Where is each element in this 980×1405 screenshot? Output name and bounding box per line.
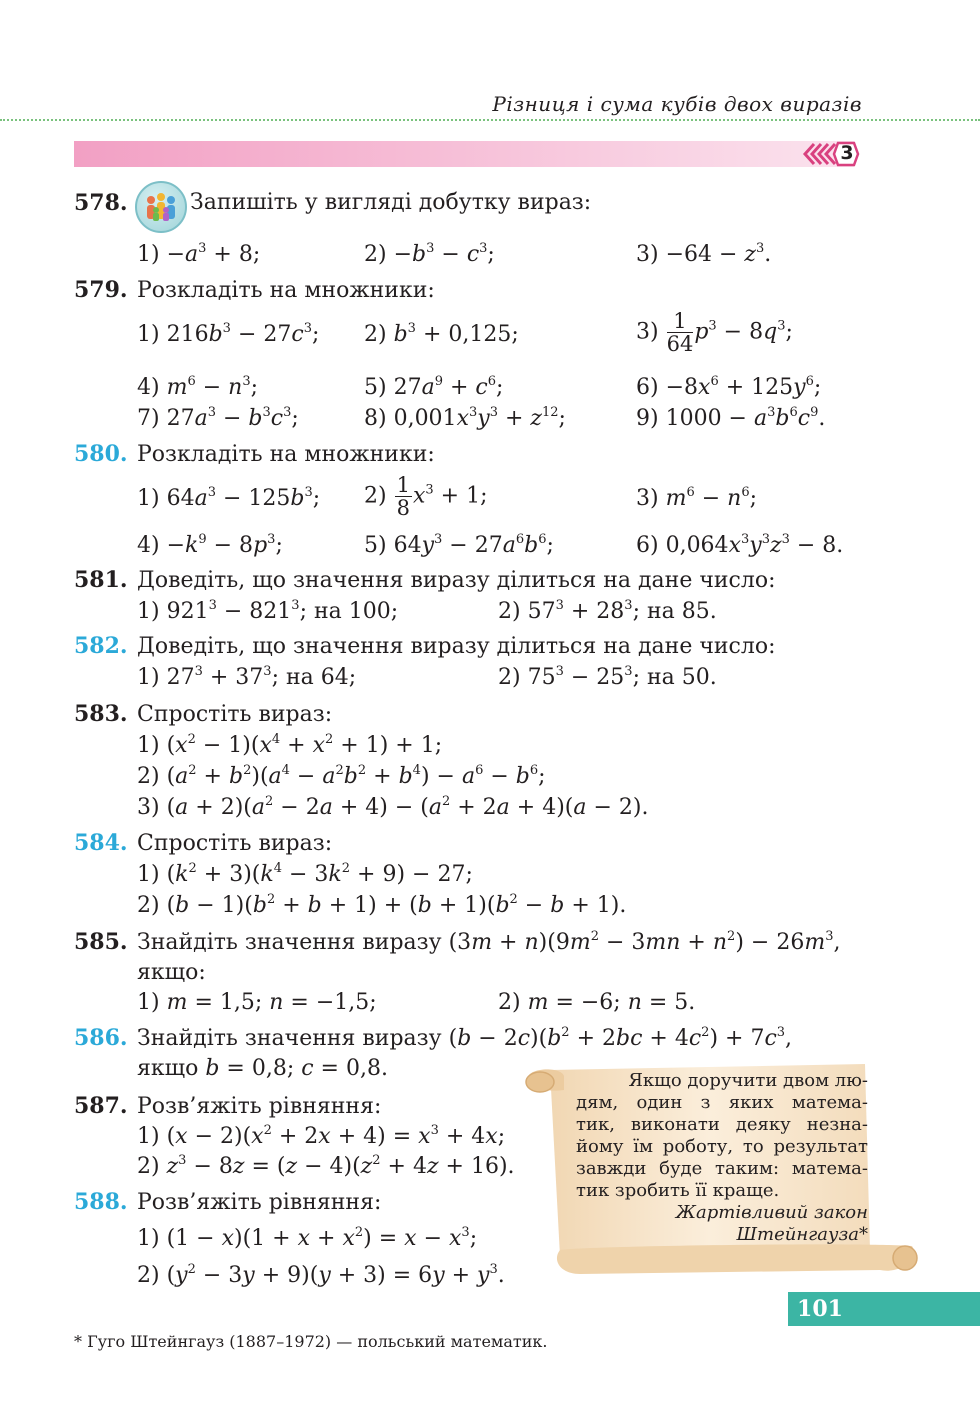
item: 1) $216b^3 - 27c^3$; bbox=[137, 321, 320, 347]
item: 3) $(a + 2)(a^2 - 2a + 4) - (a^2 + 2a + 4)(a - 2)$. bbox=[137, 794, 649, 820]
exercise-task: Знайдіть значення виразу $(b - 2c)(b^2 + 2bc + 4c^2) + 7c^3$, bbox=[137, 1025, 793, 1051]
exercise-number: 587. bbox=[74, 1093, 128, 1119]
level-badge bbox=[800, 141, 860, 167]
exercise-number: 584. bbox=[74, 830, 128, 856]
page-number: 101 bbox=[797, 1296, 843, 1322]
item: 2) m = −6; n = 5. bbox=[498, 990, 696, 1015]
item: $2) -b^3 - c^3$; bbox=[364, 241, 495, 267]
exercise-task: Розкладіть на множники: bbox=[137, 442, 435, 467]
quote-attribution: Штейнгауза* bbox=[736, 1224, 868, 1245]
item: 5) $64y^3 - 27a^6b^6$; bbox=[364, 532, 554, 558]
quote-attribution: Жартівливий закон bbox=[675, 1202, 868, 1223]
item: 2) $b^3 + 0,125$; bbox=[364, 321, 519, 347]
exercise-task: Спростіть вираз: bbox=[137, 831, 333, 856]
exercise-number: 588. bbox=[74, 1189, 128, 1215]
task-text: Знайдіть значення виразу bbox=[137, 1026, 442, 1051]
item: 1) $(k^2 + 3)(k^4 - 3k^2 + 9) - 27$; bbox=[137, 861, 473, 887]
item: 2) $57^3 + 28^3$; на 85. bbox=[498, 598, 717, 624]
level-number: 3 bbox=[840, 142, 854, 164]
quote-line: тик, виконати деяку незна- bbox=[576, 1114, 868, 1135]
quote-line: Якщо доручити двом лю- bbox=[628, 1070, 868, 1091]
item: 1) $(1 - x)(1 + x + x^2) = x - x^3$; bbox=[137, 1225, 478, 1251]
level-bar bbox=[74, 141, 854, 167]
group-work-icon bbox=[135, 181, 187, 233]
quote-line: завжди буде таким: матема- bbox=[576, 1158, 868, 1179]
exercise-number: 582. bbox=[74, 633, 128, 659]
item: $3) -64 - z^3$. bbox=[636, 241, 772, 267]
exercise-number: 585. bbox=[74, 929, 128, 955]
item: 8) $0,001x^3y^3 + z^{12}$; bbox=[364, 405, 566, 431]
exercise-task: Запишіть у вигляді добутку вираз: bbox=[190, 190, 592, 215]
footnote: * Гуго Штейнгауз (1887–1972) — польський математик. bbox=[74, 1332, 548, 1351]
exercise-number: 580. bbox=[74, 441, 128, 467]
exercise-task: Доведіть, що значення виразу ділиться на дане число: bbox=[137, 568, 776, 593]
item: 1) $27^3 + 37^3$; на 64; bbox=[137, 664, 357, 690]
item: $1) -a^3 + 8$; bbox=[137, 241, 261, 267]
item: 5) $27a^9 + c^6$; bbox=[364, 374, 504, 400]
header-divider bbox=[0, 119, 980, 121]
item: $6) -8x^6 + 125y^6$; bbox=[636, 374, 822, 400]
item: 2) $(b - 1)(b^2 + b + 1) + (b + 1)(b^2 - b + 1)$. bbox=[137, 892, 627, 918]
item: 6) $0,064x^3y^3z^3 - 8$. bbox=[636, 532, 844, 558]
item: 7) $27a^3 - b^3c^3$; bbox=[137, 405, 299, 431]
item: 9) $1000 - a^3b^6c^9$. bbox=[636, 405, 826, 431]
task-text: Знайдіть значення виразу bbox=[137, 930, 442, 955]
quote-line: йому їм роботу, то результат bbox=[576, 1136, 868, 1157]
exercise-task: якщо b = 0,8; c = 0,8. bbox=[137, 1056, 388, 1081]
quote-text bbox=[576, 1070, 868, 1202]
item: 4) $m^6 - n^3$; bbox=[137, 374, 259, 400]
running-title: Різниця і сума кубів двох виразів bbox=[492, 92, 862, 116]
item: 2) $(a^2 + b^2)(a^4 - a^2b^2 + b^4) - a^6 - b^6$; bbox=[137, 763, 546, 789]
quote-line: тик зробить її краще. bbox=[576, 1180, 780, 1201]
item: 2) $\frac{1}{8}$ $x^3 + 1$; bbox=[364, 473, 488, 520]
exercise-number: 579. bbox=[74, 277, 128, 303]
exercise-number: 586. bbox=[74, 1025, 128, 1051]
item: 1) $921^3 - 821^3$; на 100; bbox=[137, 598, 399, 624]
item: 2) $75^3 - 25^3$; на 50. bbox=[498, 664, 717, 690]
item: 3) $m^6 - n^6$; bbox=[636, 485, 758, 511]
exercise-task: Доведіть, що значення виразу ділиться на дане число: bbox=[137, 634, 776, 659]
item: 2) $z^3 - 8z = (z - 4)(z^2 + 4z + 16)$. bbox=[137, 1153, 515, 1179]
exercise-task: Спростіть вираз: bbox=[137, 702, 333, 727]
item: 1) $64a^3 - 125b^3$; bbox=[137, 485, 321, 511]
exercise-task: Розв’яжіть рівняння: bbox=[137, 1190, 382, 1215]
item: 2) $(y^2 - 3y + 9)(y + 3) = 6y + y^3$. bbox=[137, 1262, 505, 1288]
exercise-task: Розкладіть на множники: bbox=[137, 278, 435, 303]
exercise-number: 578. bbox=[74, 190, 128, 216]
exercise-task: Знайдіть значення виразу $(3m + n)(9m^2 - 3mn + n^2) - 26m^3$, bbox=[137, 929, 841, 955]
item: 1) $(x^2 - 1)(x^4 + x^2 + 1) + 1$; bbox=[137, 732, 443, 758]
item: 1) m = 1,5; n = −1,5; bbox=[137, 990, 377, 1015]
item: 3) $\frac{1}{64}$ $p^3 - 8q^3$; bbox=[636, 309, 793, 356]
exercise-number: 581. bbox=[74, 567, 128, 593]
exercise-number: 583. bbox=[74, 701, 128, 727]
item: $4) -k^9 - 8p^3$; bbox=[137, 532, 283, 558]
exercise-task: Розв’яжіть рівняння: bbox=[137, 1094, 382, 1119]
item: 1) $(x - 2)(x^2 + 2x + 4) = x^3 + 4x$; bbox=[137, 1123, 506, 1149]
task-text: якщо: bbox=[137, 960, 206, 985]
quote-line: дям, один з яких матема- bbox=[576, 1092, 868, 1113]
task-text: якщо bbox=[137, 1056, 199, 1081]
